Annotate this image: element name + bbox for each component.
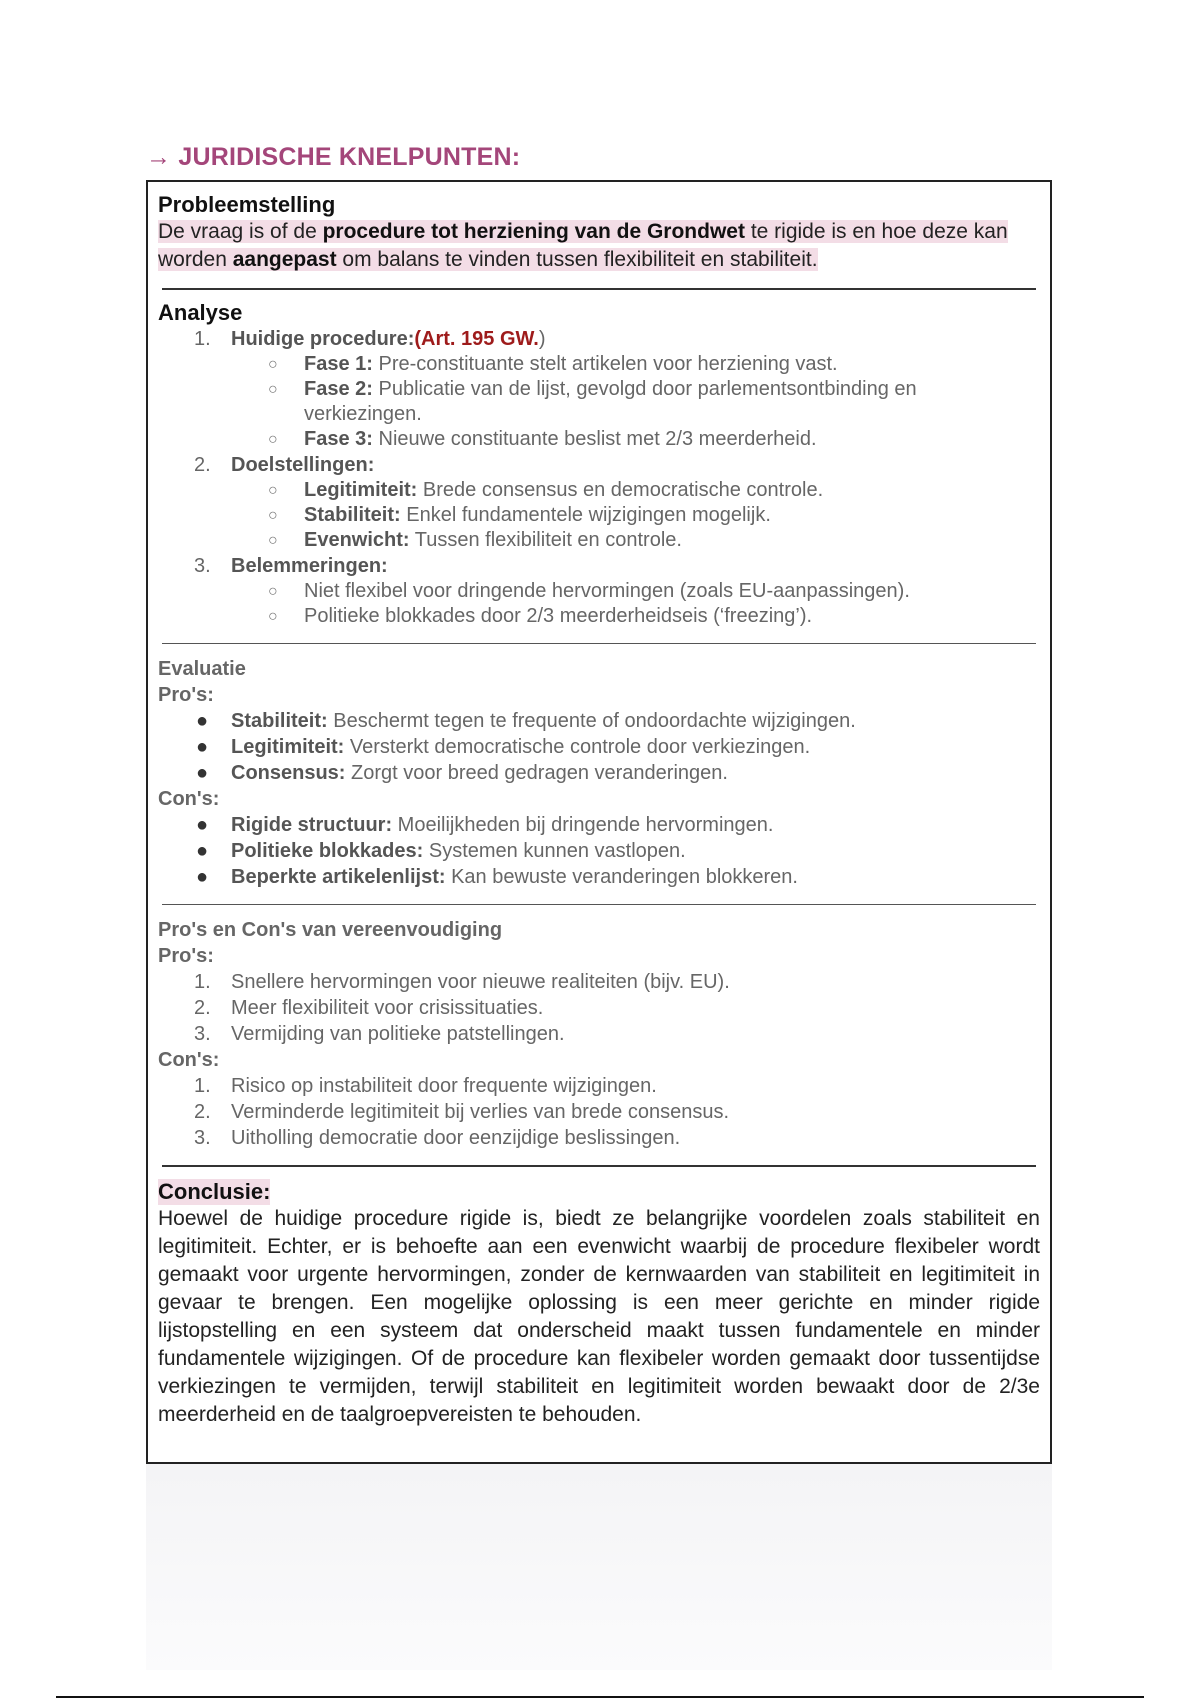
pros-label: Pro's: [158, 684, 214, 706]
sub-item [158, 528, 1040, 553]
item-label: Legitimiteit: [231, 736, 345, 758]
cons-label: Con's: [158, 1049, 220, 1071]
text-run: te rigide is en hoe deze kan worden [158, 220, 1008, 271]
pro-item [158, 969, 1040, 995]
text-run: om balans te vinden tussen flexibiliteit en stabiliteit. [336, 248, 818, 271]
paren: ) [538, 328, 546, 350]
item-text: Versterkt democratische controle door verkiezingen. [344, 736, 811, 758]
list-number: 3. [194, 555, 211, 577]
bullet-icon: ● [196, 736, 209, 758]
sub-text: Tussen flexibiliteit en controle. [409, 529, 682, 551]
analyse-item [158, 452, 1040, 553]
list-number: 3. [194, 1127, 211, 1149]
circle-bullet-icon: ○ [268, 532, 278, 549]
sub-label: Evenwicht: [304, 529, 410, 551]
faded-page-area [146, 1464, 1052, 1670]
list-number: 3. [194, 1023, 211, 1045]
list-item [158, 452, 1040, 478]
item-text: Uitholling democratie door eenzijdige beslissingen. [231, 1127, 681, 1149]
sub-label: Stabiliteit: [304, 504, 401, 526]
conclusie-title: Conclusie: [158, 1179, 271, 1204]
item-text: Meer flexibiliteit voor crisissituaties. [231, 997, 544, 1019]
sub-label: Fase 1: [304, 353, 373, 375]
item-label: Stabiliteit: [231, 710, 328, 732]
item-text: Risico op instabiliteit door frequente wijzigingen. [231, 1075, 657, 1097]
probleemstelling-title: Probleemstelling [158, 192, 336, 217]
sub-item [158, 427, 1040, 452]
item-label: Consensus: [231, 762, 346, 784]
item-label: Huidige procedure: [231, 328, 415, 350]
list-number: 1. [194, 971, 211, 993]
bold-run: aangepast [232, 248, 337, 271]
sub-item [158, 604, 1040, 629]
sub-item [158, 579, 1040, 604]
bullet-icon: ● [196, 840, 209, 862]
conclusie-text: Hoewel de huidige procedure rigide is, biedt ze belangrijke voordelen zoals stabiliteit en legitimiteit. Echter, er is behoefte aan een evenwicht waarbij de procedure flexibeler wordt gemaakt voor urgente hervormingen, zonder de kernwaarden van stabiliteit en legitimiteit in gevaar te brengen. Een mogelijke oplossing is een meer gerichte en minder rigide lijstopstelling en een systeem dat onderscheid maakt tussen fundamentele en minder fundamentele wijzigingen. Of de procedure kan flexibeler worden gemaakt door tussentijdse verkiezingen te vermijden, terwijl stabiliteit en legitimiteit worden bewaakt door de 2/3e meerderheid en de taalgroepvereisten te behouden. [158, 1207, 1040, 1426]
analyse-item [158, 553, 1040, 629]
circle-bullet-icon: ○ [268, 507, 278, 524]
sub-label: Fase 3: [304, 428, 373, 450]
circle-bullet-icon: ○ [268, 381, 278, 398]
con-item [158, 838, 1040, 864]
circle-bullet-icon: ○ [268, 583, 278, 600]
con-item [158, 864, 1040, 890]
sub-text: Nieuwe constituante beslist met 2/3 meerderheid. [372, 428, 817, 450]
pro-item [158, 995, 1040, 1021]
vereenvoudiging-title: Pro's en Con's van vereenvoudiging [158, 919, 503, 941]
item-text: Kan bewuste veranderingen blokkeren. [445, 866, 798, 888]
item-text: Beschermt tegen te frequente of ondoordachte wijzigingen. [327, 710, 856, 732]
sub-text: Pre-constituante stelt artikelen voor herziening vast. [372, 353, 838, 375]
cons-label: Con's: [158, 788, 220, 810]
sub-item [158, 478, 1040, 503]
item-text: Moeilijkheden bij dringende hervormingen. [392, 814, 774, 836]
item-text: Snellere hervormingen voor nieuwe realiteiten (bijv. EU). [231, 971, 730, 993]
list-number: 2. [194, 454, 211, 476]
item-text: Systemen kunnen vastlopen. [423, 840, 686, 862]
pro-item [158, 1021, 1040, 1047]
pro-item [158, 734, 1040, 760]
probleemstelling-text [158, 218, 1040, 274]
pros-label: Pro's: [158, 945, 214, 967]
item-text: Verminderde legitimiteit bij verlies van brede consensus. [231, 1101, 730, 1123]
sub-item [158, 377, 1040, 427]
circle-bullet-icon: ○ [268, 431, 278, 448]
paren: ( [414, 328, 422, 350]
divider [162, 288, 1036, 290]
sub-text: Publicatie van de lijst, gevolgd door parlementsontbinding en verkiezingen. [304, 378, 917, 425]
analyse-item [158, 326, 1040, 452]
sub-label: Fase 2: [304, 378, 373, 400]
item-text: Zorgt voor breed gedragen veranderingen. [345, 762, 728, 784]
sub-item [158, 352, 1040, 377]
sub-item [158, 503, 1040, 528]
sub-text: Politieke blokkades door 2/3 meerderheidseis (‘freezing’). [304, 605, 813, 627]
divider [162, 643, 1036, 644]
circle-bullet-icon: ○ [268, 608, 278, 625]
item-label: Beperkte artikelenlijst: [231, 866, 446, 888]
list-number: 1. [194, 1075, 211, 1097]
sub-text: Niet flexibel voor dringende hervormingen (zoals EU-aanpassingen). [304, 580, 910, 602]
content-box [146, 180, 1052, 1464]
circle-bullet-icon: ○ [268, 356, 278, 373]
circle-bullet-icon: ○ [268, 482, 278, 499]
list-number: 1. [194, 328, 211, 350]
list-item [158, 553, 1040, 579]
divider [162, 1165, 1036, 1167]
item-label: Doelstellingen: [231, 454, 375, 476]
item-label: Rigide structuur: [231, 814, 393, 836]
article-reference: Art. 195 GW. [421, 328, 539, 350]
item-label: Belemmeringen: [231, 555, 388, 577]
bullet-icon: ● [196, 710, 209, 732]
section-heading: → JURIDISCHE KNELPUNTEN: [146, 143, 521, 171]
evaluatie-title: Evaluatie [158, 658, 246, 680]
list-number: 2. [194, 997, 211, 1019]
bullet-icon: ● [196, 762, 209, 784]
item-text: Vermijding van politieke patstellingen. [231, 1023, 565, 1045]
bold-run: procedure tot herziening van de Grondwet [322, 220, 745, 243]
analyse-title: Analyse [158, 300, 243, 325]
page-bottom-rule [56, 1696, 1144, 1698]
sub-text: Brede consensus en democratische controle. [417, 479, 824, 501]
list-item [158, 326, 1040, 352]
con-item [158, 1125, 1040, 1151]
pro-item [158, 708, 1040, 734]
sub-label: Legitimiteit: [304, 479, 418, 501]
sub-text: Enkel fundamentele wijzigingen mogelijk. [400, 504, 771, 526]
list-number: 2. [194, 1101, 211, 1123]
item-label: Politieke blokkades: [231, 840, 424, 862]
bullet-icon: ● [196, 866, 209, 888]
bullet-icon: ● [196, 814, 209, 836]
probleemstelling-highlight [158, 220, 1008, 271]
text-run: De vraag is of de [158, 220, 323, 243]
con-item [158, 1099, 1040, 1125]
con-item [158, 1073, 1040, 1099]
divider [162, 904, 1036, 905]
pro-item [158, 760, 1040, 786]
con-item [158, 812, 1040, 838]
